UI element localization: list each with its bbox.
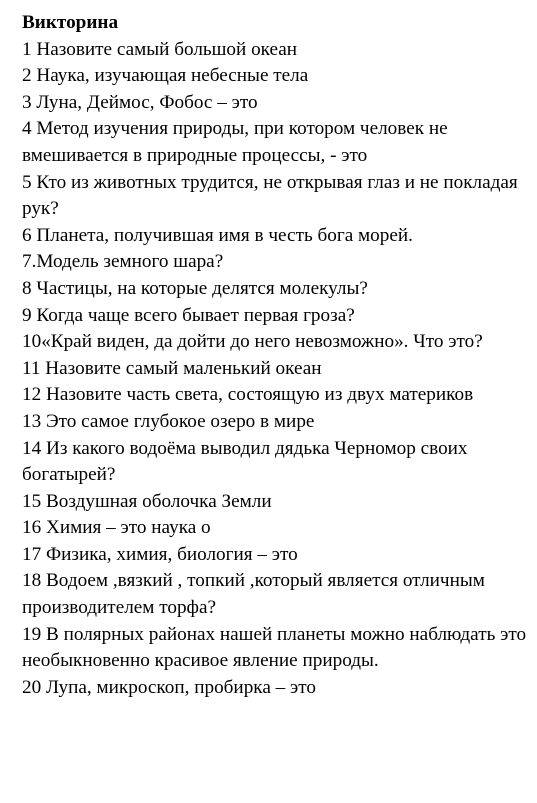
question-1: 1 Назовите самый большой океан (22, 38, 298, 60)
question-16: 16 Химия – это наука о (22, 517, 211, 539)
question-8: 8 Частицы, на которые делятся молекулы? (22, 277, 368, 299)
quiz-document (22, 10, 532, 701)
question-13: 13 Это самое глубокое озеро в мире (22, 410, 315, 432)
question-10: 10«Край виден, да дойти до него невозможно». Что это? (22, 331, 483, 353)
question-15: 15 Воздушная оболочка Земли (22, 490, 272, 512)
question-5: 5 Кто из животных трудится, не открывая глаз и не покладая рук? (22, 171, 518, 220)
question-14: 14 Из какого водоёма выводил дядька Черномор своих богатырей? (22, 437, 468, 486)
question-6: 6 Планета, получившая имя в честь бога морей. (22, 224, 413, 246)
question-18: 18 Водоем ,вязкий , топкий ,который является отличным производителем торфа? (22, 570, 485, 619)
quiz-title: Викторина (22, 12, 119, 33)
question-12: 12 Назовите часть света, состоящую из двух материков (22, 384, 474, 406)
question-2: 2 Наука, изучающая небесные тела (22, 65, 309, 87)
question-17: 17 Физика, химия, биология – это (22, 543, 298, 565)
question-20: 20 Лупа, микроскоп, пробирка – это (22, 676, 316, 698)
question-7: 7.Модель земного шара? (22, 251, 224, 273)
question-4: 4 Метод изучения природы, при котором человек не вмешивается в природные процессы, - это (22, 118, 448, 166)
question-11: 11 Назовите самый маленький океан (22, 357, 322, 379)
question-3: 3 Луна, Деймос, Фобос – это (22, 91, 258, 113)
question-9: 9 Когда чаще всего бывает первая гроза? (22, 304, 355, 326)
question-19: 19 В полярных районах нашей планеты можно наблюдать это необыкновенно красивое явление природы. (22, 623, 527, 672)
